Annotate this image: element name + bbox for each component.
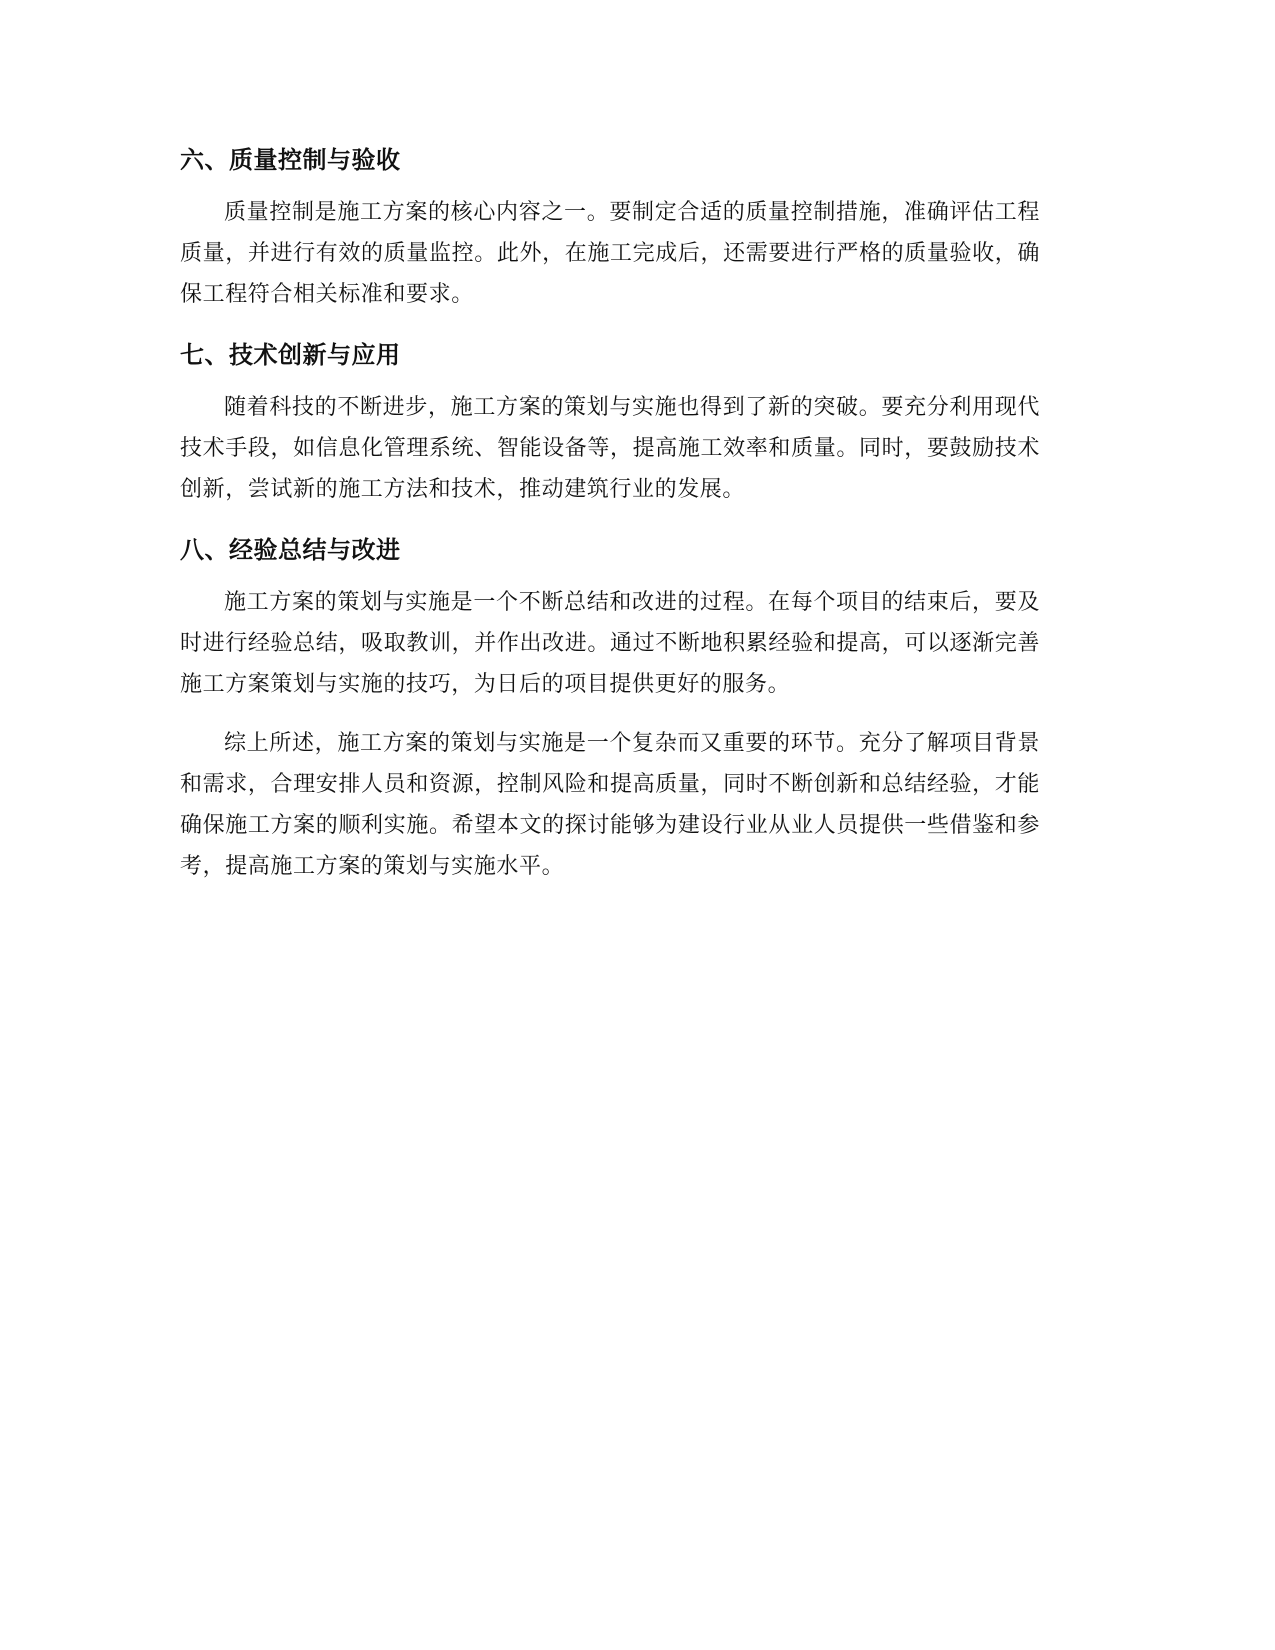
section-quality-control xyxy=(180,138,1040,315)
section-paragraph: 质量控制是施工方案的核心内容之一。要制定合适的质量控制措施，准确评估工程质量，并进行有效的质量监控。此外，在施工完成后，还需要进行严格的质量验收，确保工程符合相关标准和要求。 xyxy=(180,200,1040,307)
section-tech-innovation xyxy=(180,333,1040,510)
section-heading: 八、经验总结与改进 xyxy=(180,536,401,564)
section-paragraph: 随着科技的不断进步，施工方案的策划与实施也得到了新的突破。要充分利用现代技术手段，如信息化管理系统、智能设备等，提高施工效率和质量。同时，要鼓励技术创新，尝试新的施工方法和技术，推动建筑行业的发展。 xyxy=(180,395,1040,502)
section-heading: 七、技术创新与应用 xyxy=(180,341,401,369)
document-page xyxy=(180,138,1040,905)
section-paragraph: 施工方案的策划与实施是一个不断总结和改进的过程。在每个项目的结束后，要及时进行经验总结，吸取教训，并作出改进。通过不断地积累经验和提高，可以逐渐完善施工方案策划与实施的技巧，为日后的项目提供更好的服务。 xyxy=(180,590,1040,697)
section-heading: 六、质量控制与验收 xyxy=(180,146,401,174)
section-experience-summary xyxy=(180,528,1040,705)
conclusion-paragraph: 综上所述，施工方案的策划与实施是一个复杂而又重要的环节。充分了解项目背景和需求，合理安排人员和资源，控制风险和提高质量，同时不断创新和总结经验，才能确保施工方案的顺利实施。希望本文的探讨能够为建设行业从业人员提供一些借鉴和参考，提高施工方案的策划与实施水平。 xyxy=(180,731,1040,879)
